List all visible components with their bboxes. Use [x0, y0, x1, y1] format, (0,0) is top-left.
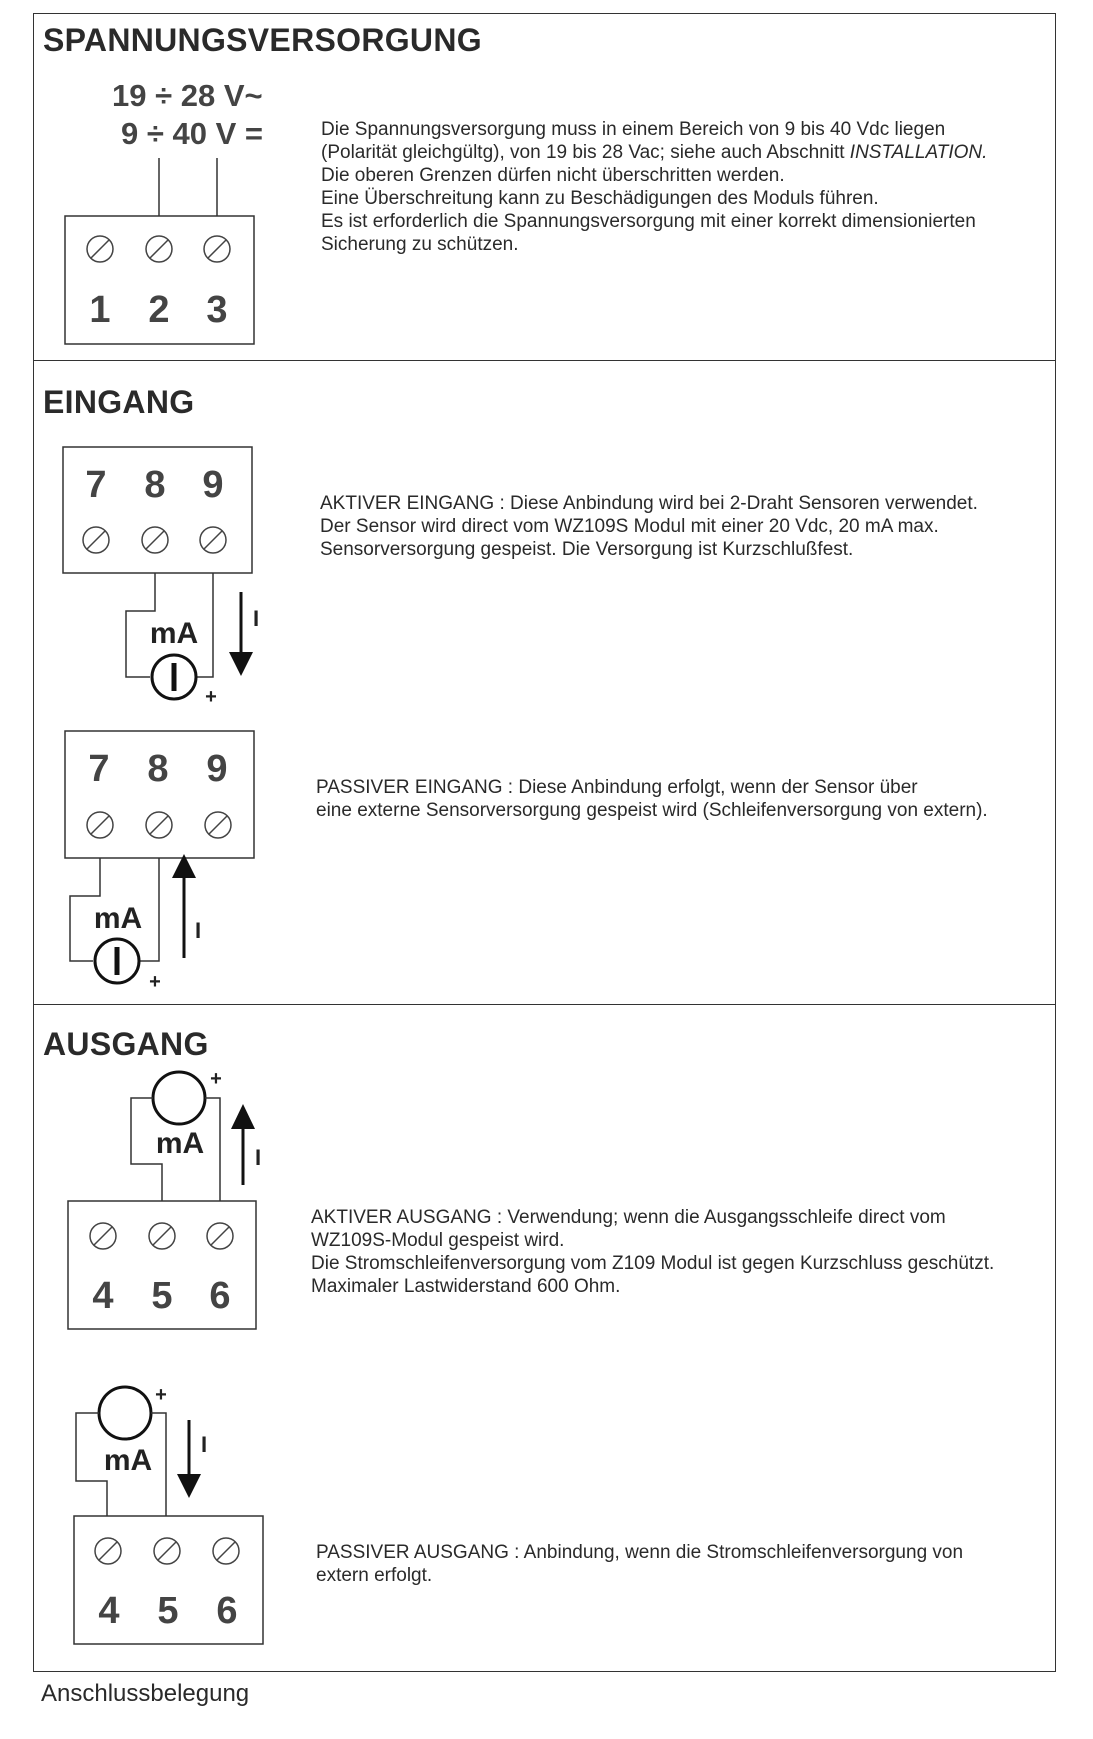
- description-line: (Polarität gleichgültg), von 19 bis 28 Vac; siehe auch Abschnitt: [321, 142, 850, 163]
- terminal-label: 3: [206, 289, 228, 331]
- terminal-label: 7: [85, 464, 107, 506]
- terminal-label: 2: [148, 289, 170, 331]
- screw-icon: [90, 1223, 116, 1249]
- description-line: Die oberen Grenzen dürfen nicht überschritten werden.: [321, 165, 785, 186]
- description-line: Eine Überschreitung kann zu Beschädigungen des Moduls führen.: [321, 188, 879, 209]
- description-line: AKTIVER AUSGANG : Verwendung; wenn die Ausgangsschleife direct vom: [311, 1207, 946, 1228]
- load-circle-icon: [153, 1072, 205, 1124]
- screw-icon: [213, 1538, 239, 1564]
- supply-voltage-dc: 9 ÷ 40 V =: [121, 116, 263, 151]
- screw-icon: [154, 1538, 180, 1564]
- current-label: I: [254, 1145, 262, 1170]
- meter-label: mA: [149, 617, 199, 650]
- description-line: eine externe Sensorversorgung gespeist wird (Schleifenversorgung von extern).: [316, 800, 988, 821]
- screw-icon: [200, 527, 226, 553]
- output-active-description: [311, 1206, 994, 1298]
- description-line: WZ109S-Modul gespeist wird.: [311, 1230, 565, 1251]
- screw-icon: [204, 236, 230, 262]
- current-label: I: [252, 606, 260, 631]
- terminal-label: 6: [209, 1275, 231, 1317]
- description-line: extern erfolgt.: [316, 1565, 433, 1586]
- plus-sign: +: [205, 686, 217, 708]
- input-section-title: EINGANG: [43, 384, 195, 420]
- description-line: Der Sensor wird direct vom WZ109S Modul mit einer 20 Vdc, 20 mA max.: [320, 516, 939, 537]
- description-line: AKTIVER EINGANG : Diese Anbindung wird bei 2-Draht Sensoren verwendet.: [320, 493, 978, 514]
- supply-section-title: SPANNUNGSVERSORGUNG: [43, 22, 482, 58]
- terminal-label: 9: [206, 748, 228, 790]
- supply-diagram: [65, 78, 263, 344]
- plus-sign: +: [155, 1384, 167, 1406]
- current-arrow-down-icon: [177, 1420, 201, 1498]
- load-circle-icon: [99, 1387, 151, 1439]
- input-passive-description: [316, 776, 988, 822]
- terminal-label: 1: [89, 289, 111, 331]
- plus-sign: +: [149, 971, 161, 993]
- description-line: Die Spannungsversorgung muss in einem Bereich von 9 bis 40 Vdc liegen: [321, 119, 946, 140]
- screw-icon: [146, 812, 172, 838]
- meter-label: mA: [155, 1127, 205, 1160]
- figure-caption: Anschlussbelegung: [41, 1680, 250, 1707]
- ammeter-icon: [152, 655, 196, 699]
- input-active-description: [320, 492, 978, 561]
- ammeter-icon: [95, 939, 139, 983]
- screw-icon: [205, 812, 231, 838]
- screw-icon: [149, 1223, 175, 1249]
- terminal-label: 8: [147, 748, 169, 790]
- description-line: Sensorversorgung gespeist. Die Versorgung ist Kurzschlußfest.: [320, 539, 854, 560]
- terminal-label: 4: [98, 1590, 120, 1632]
- terminal-label: 5: [151, 1275, 173, 1317]
- description-line: Sicherung zu schützen.: [321, 234, 519, 255]
- screw-icon: [83, 527, 109, 553]
- screw-icon: [87, 812, 113, 838]
- meter-label: mA: [93, 902, 143, 935]
- output-passive-diagram: [74, 1384, 263, 1644]
- output-active-diagram: [68, 1068, 261, 1329]
- output-section-title: AUSGANG: [43, 1026, 209, 1062]
- terminal-label: 9: [202, 464, 224, 506]
- screw-icon: [87, 236, 113, 262]
- screw-icon: [207, 1223, 233, 1249]
- terminal-label: 7: [88, 748, 110, 790]
- description-line: Maximaler Lastwiderstand 600 Ohm.: [311, 1276, 621, 1297]
- terminal-label: 8: [144, 464, 166, 506]
- description-line: PASSIVER AUSGANG : Anbindung, wenn die Stromschleifenversorgung von: [316, 1542, 964, 1563]
- meter-label: mA: [103, 1444, 153, 1477]
- terminal-label: 5: [157, 1590, 179, 1632]
- description-line: Die Stromschleifenversorgung vom Z109 Modul ist gegen Kurzschluss geschützt.: [311, 1253, 995, 1274]
- description-line: [321, 141, 987, 164]
- current-arrow-up-icon: [231, 1104, 255, 1185]
- terminal-label: 6: [216, 1590, 238, 1632]
- terminal-label: 4: [92, 1275, 114, 1317]
- screw-icon: [146, 236, 172, 262]
- description-line: PASSIVER EINGANG : Diese Anbindung erfolgt, wenn der Sensor über: [316, 777, 918, 798]
- current-label: I: [194, 918, 202, 943]
- description-line: INSTALLATION.: [849, 142, 988, 163]
- description-line: Es ist erforderlich die Spannungsversorgung mit einer korrekt dimensionierten: [321, 211, 976, 232]
- current-label: I: [200, 1432, 208, 1457]
- output-passive-description: [316, 1541, 963, 1587]
- current-arrow-down-icon: [229, 592, 253, 676]
- screw-icon: [95, 1538, 121, 1564]
- current-arrow-up-icon: [172, 854, 196, 958]
- input-passive-diagram: [65, 731, 254, 993]
- supply-voltage-ac: 19 ÷ 28 V~: [112, 78, 263, 113]
- input-active-diagram: [63, 447, 259, 708]
- supply-description: [321, 118, 987, 256]
- screw-icon: [142, 527, 168, 553]
- plus-sign: +: [210, 1068, 222, 1090]
